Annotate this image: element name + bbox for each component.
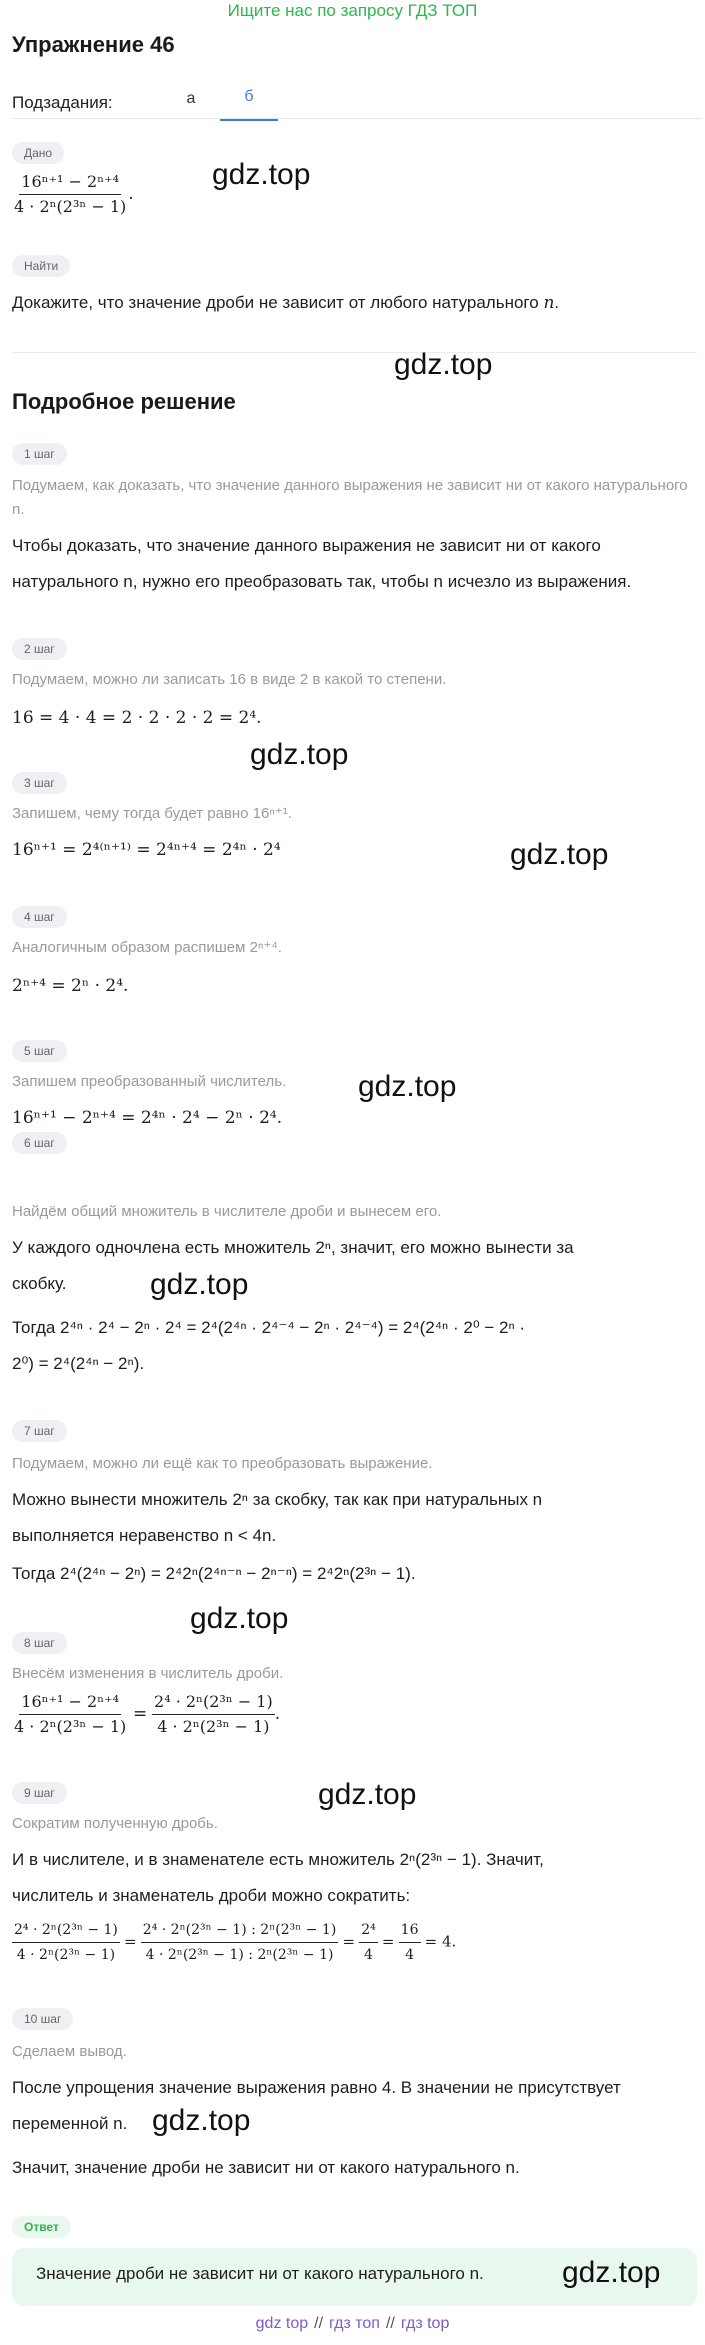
- step-9-text-2: числитель и знаменатель дроби можно сократить:: [12, 1886, 411, 1905]
- step-6-badge: 6 шаг: [12, 1132, 67, 1154]
- step-8-frac-2: [152, 1690, 275, 1739]
- step-6-text-4: 2⁰) = 2⁴(2⁴ⁿ − 2ⁿ).: [12, 1354, 145, 1373]
- step-9-frac-3-num: 2⁴: [359, 1918, 378, 1943]
- step-1-text-1: Чтобы доказать, что значение данного выражения не зависит ни от какого: [12, 536, 601, 555]
- step-3-badge: 3 шаг: [12, 772, 67, 794]
- watermark: gdz.top: [562, 2256, 661, 2289]
- step-10-hint: Сделаем вывод.: [12, 2043, 127, 2060]
- step-7-text-2: выполняется неравенство n < 4n.: [12, 1526, 277, 1545]
- step-6-text-2: скобку.: [12, 1274, 67, 1293]
- footer-link-gdz-top-ru[interactable]: гдз топ: [329, 2315, 380, 2332]
- step-10-text-1: После упрощения значение выражения равно 4. В значении не присутствует: [12, 2078, 621, 2097]
- given-badge: Дано: [12, 142, 64, 164]
- step-7-text-1: Можно вынести множитель 2ⁿ за скобку, так как при натуральных n: [12, 1490, 543, 1509]
- find-text-main: Докажите, что значение дроби не зависит от любого натурального: [12, 293, 539, 312]
- step-7-text-3: Тогда 2⁴(2⁴ⁿ − 2ⁿ) = 2⁴2ⁿ(2⁴ⁿ⁻ⁿ − 2ⁿ⁻ⁿ) = 2⁴2ⁿ(2³ⁿ − 1).: [12, 1564, 416, 1583]
- watermark: gdz.top: [152, 2104, 251, 2137]
- watermark: gdz.top: [358, 1070, 457, 1103]
- watermark: gdz.top: [394, 348, 493, 381]
- step-8-frac-2-num: 2⁴ · 2ⁿ(2³ⁿ − 1): [152, 1690, 275, 1715]
- step-1-text-2: натурального n, нужно его преобразовать так, чтобы n исчезло из выражения.: [12, 572, 632, 591]
- step-9-frac-3: [359, 1918, 378, 1967]
- step-9-frac-1: [12, 1918, 120, 1967]
- watermark: gdz.top: [190, 1602, 289, 1635]
- step-9-frac-2-den: 4 · 2ⁿ(2³ⁿ − 1) : 2ⁿ(2³ⁿ − 1): [145, 1947, 334, 1963]
- step-10-text-2: переменной n.: [12, 2114, 128, 2133]
- given-denominator: 4 · 2ⁿ(2³ⁿ − 1): [14, 197, 127, 216]
- step-9-frac-4: [399, 1918, 421, 1967]
- tabs-underline: [12, 118, 702, 119]
- step-6-hint: Найдём общий множитель в числителе дроби и вынесем его.: [12, 1203, 442, 1220]
- period: .: [274, 1703, 281, 1724]
- step-2-hint: Подумаем, можно ли записать 16 в виде 2 в какой то степени.: [12, 671, 447, 688]
- solution-title: Подробное решение: [12, 389, 236, 414]
- tab-a[interactable]: а: [186, 89, 196, 107]
- step-4-math: 2ⁿ⁺⁴ = 2ⁿ · 2⁴.: [12, 976, 129, 996]
- given-numerator: 16ⁿ⁺¹ − 2ⁿ⁺⁴: [19, 170, 121, 195]
- step-1-hint: Подумаем, как доказать, что значение данного выражения не зависит ни от какого натурального n.: [12, 477, 688, 518]
- step-9-result: = 4.: [424, 1932, 457, 1951]
- step-9-frac-1-num: 2⁴ · 2ⁿ(2³ⁿ − 1): [12, 1918, 120, 1943]
- step-8-frac-1-den: 4 · 2ⁿ(2³ⁿ − 1): [14, 1717, 127, 1736]
- step-8-hint: Внесём изменения в числитель дроби.: [12, 1665, 284, 1682]
- search-banner: Ищите нас по запросу ГДЗ ТОП: [227, 1, 478, 20]
- subtasks-bar: [12, 84, 702, 121]
- given-suffix: .: [128, 183, 134, 204]
- step-5-badge: 5 шаг: [12, 1040, 67, 1062]
- equals-sign: =: [133, 1703, 148, 1724]
- step-9-frac-4-den: 4: [405, 1947, 415, 1963]
- equals-sign: =: [342, 1932, 356, 1951]
- step-7-hint: Подумаем, можно ли ещё как то преобразовать выражение.: [12, 1455, 433, 1472]
- step-9-frac-2-num: 2⁴ · 2ⁿ(2³ⁿ − 1) : 2ⁿ(2³ⁿ − 1): [141, 1918, 339, 1943]
- find-var: n: [543, 293, 555, 313]
- footer-link-gdz-top[interactable]: gdz top: [255, 2315, 309, 2332]
- answer-badge: Ответ: [12, 2216, 71, 2238]
- subtasks-label: Подзадания:: [12, 92, 113, 112]
- find-text-end: .: [554, 293, 560, 312]
- step-8-frac-2-den: 4 · 2ⁿ(2³ⁿ − 1): [157, 1717, 270, 1736]
- watermark: gdz.top: [318, 1778, 417, 1811]
- watermark: gdz.top: [250, 738, 349, 771]
- step-5-math: 16ⁿ⁺¹ − 2ⁿ⁺⁴ = 2⁴ⁿ · 2⁴ − 2ⁿ · 2⁴.: [12, 1108, 283, 1128]
- step-9-text-1: И в числителе, и в знаменателе есть множитель 2ⁿ(2³ⁿ − 1). Значит,: [12, 1850, 544, 1869]
- given-fraction: [12, 170, 128, 219]
- given-expression: [12, 170, 694, 219]
- find-badge: Найти: [12, 255, 70, 277]
- step-9-math: [12, 1918, 694, 1967]
- step-5-hint: Запишем преобразованный числитель.: [12, 1073, 287, 1090]
- step-8-frac-1-num: 16ⁿ⁺¹ − 2ⁿ⁺⁴: [19, 1690, 121, 1715]
- equals-sign: =: [124, 1932, 137, 1951]
- step-9-frac-1-den: 4 · 2ⁿ(2³ⁿ − 1): [16, 1947, 116, 1963]
- step-6-text-1: У каждого одночлена есть множитель 2ⁿ, значит, его можно вынести за: [12, 1238, 574, 1257]
- watermark: gdz.top: [212, 158, 311, 191]
- step-10-text-3: Значит, значение дроби не зависит ни от какого натурального n.: [12, 2158, 520, 2177]
- step-4-hint: Аналогичным образом распишем 2ⁿ⁺⁴.: [12, 939, 282, 956]
- footer-link-gdz-top-mixed[interactable]: гдз top: [400, 2315, 450, 2332]
- step-8-math: [12, 1690, 694, 1739]
- step-9-hint: Сократим полученную дробь.: [12, 1815, 218, 1832]
- step-1-badge: 1 шаг: [12, 443, 67, 465]
- step-8-badge: 8 шаг: [12, 1632, 67, 1654]
- step-9-frac-2: [141, 1918, 339, 1967]
- footer-separator: //: [314, 2315, 324, 2332]
- step-7-badge: 7 шаг: [12, 1420, 67, 1442]
- answer-text: Значение дроби не зависит ни от какого натурального n.: [36, 2264, 484, 2283]
- step-8-frac-1: [12, 1690, 128, 1739]
- step-9-frac-3-den: 4: [364, 1947, 373, 1963]
- divider: [12, 352, 697, 353]
- watermark: gdz.top: [150, 1268, 249, 1301]
- page-title: Упражнение 46: [12, 32, 175, 57]
- step-10-badge: 10 шаг: [12, 2008, 73, 2030]
- step-2-math: 16 = 4 · 4 = 2 · 2 · 2 · 2 = 2⁴.: [12, 708, 262, 728]
- step-4-badge: 4 шаг: [12, 906, 67, 928]
- step-9-frac-4-num: 16: [399, 1918, 421, 1943]
- equals-sign: =: [381, 1932, 395, 1951]
- tab-b[interactable]: б: [220, 84, 278, 121]
- footer-separator: //: [385, 2315, 395, 2332]
- step-3-math: 16ⁿ⁺¹ = 2⁴⁽ⁿ⁺¹⁾ = 2⁴ⁿ⁺⁴ = 2⁴ⁿ · 2⁴: [12, 840, 281, 860]
- footer-links: [0, 2315, 705, 2333]
- step-6-text-3: Тогда 2⁴ⁿ · 2⁴ − 2ⁿ · 2⁴ = 2⁴(2⁴ⁿ · 2⁴⁻⁴ − 2ⁿ · 2⁴⁻⁴) = 2⁴(2⁴ⁿ · 2⁰ − 2ⁿ ·: [12, 1318, 526, 1337]
- watermark: gdz.top: [510, 838, 609, 871]
- step-9-badge: 9 шаг: [12, 1782, 67, 1804]
- find-text: [12, 285, 694, 321]
- step-3-hint: Запишем, чему тогда будет равно 16ⁿ⁺¹.: [12, 805, 292, 822]
- step-2-badge: 2 шаг: [12, 638, 67, 660]
